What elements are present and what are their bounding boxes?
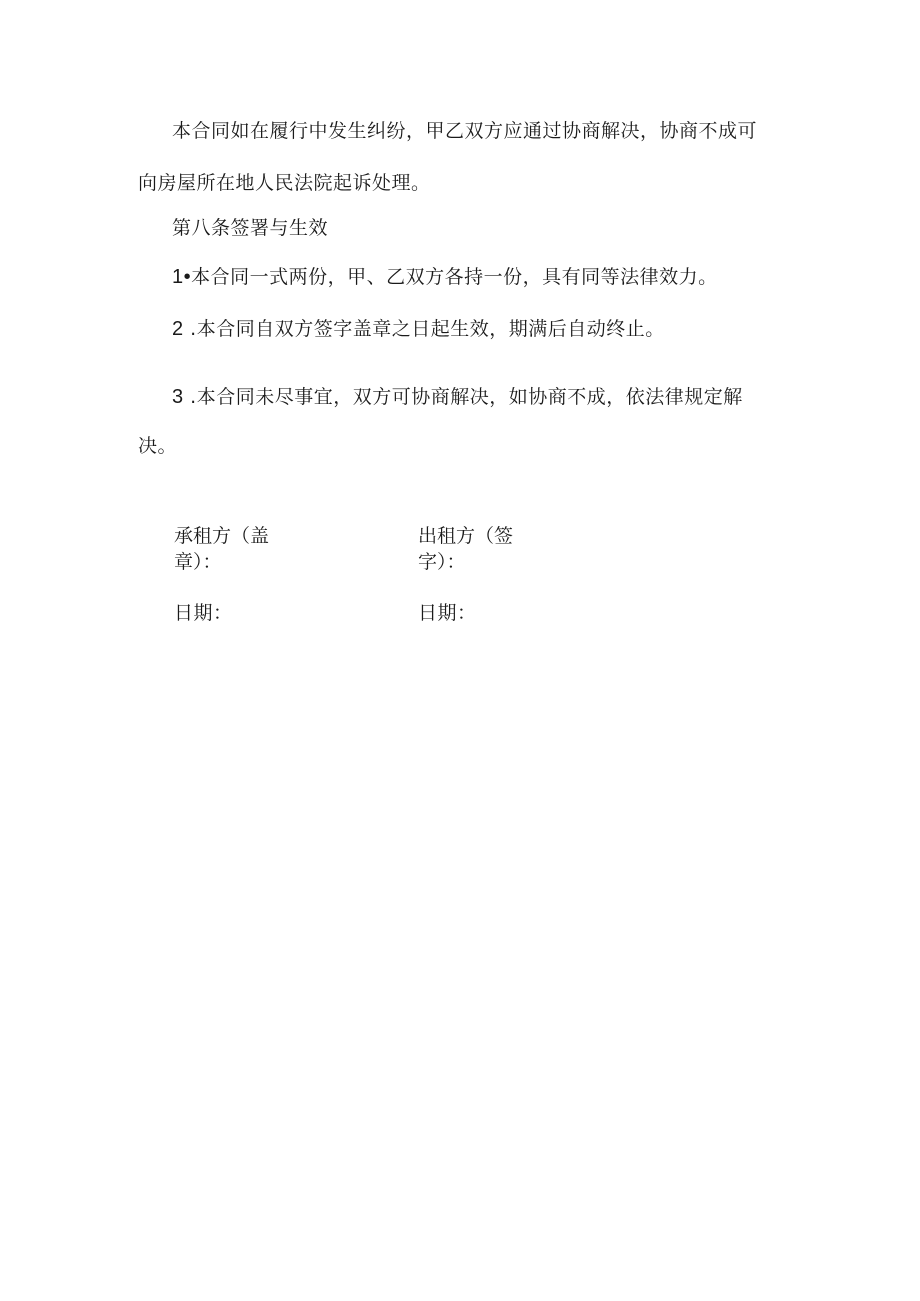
landlord-signature-label [418, 523, 538, 575]
tenant-date-label: 日期： [174, 602, 233, 624]
landlord-label-line-2: 字）： [418, 551, 466, 573]
clause-2-number: 2 [172, 318, 184, 340]
clause-1 [172, 265, 718, 289]
clause-1-text: 本合同一式两份，甲、乙双方各持一份，具有同等法律效力。 [191, 266, 718, 288]
dispute-paragraph-line-1: 本合同如在履行中发生纠纷，甲乙双方应通过协商解决，协商不成可 [172, 120, 758, 142]
clause-3-number: 3 [172, 386, 184, 408]
clause-2-text: .本合同自双方签字盖章之日起生效，期满后自动终止。 [183, 318, 665, 340]
clause-1-number: 1• [172, 266, 192, 288]
clause-3-continuation: 决。 [138, 435, 178, 457]
landlord-date-label: 日期： [418, 602, 477, 624]
clause-3-text: .本合同未尽事宜，双方可协商解决，如协商不成，依法律规定解 [183, 386, 743, 408]
landlord-label-line-1: 出租方（签 [418, 525, 514, 547]
tenant-label-line-1: 承租方（盖 [174, 525, 270, 547]
tenant-label-line-2: 章）： [174, 551, 222, 573]
clause-2 [172, 317, 665, 341]
article-8-title: 第八条签署与生效 [172, 217, 329, 239]
clause-3 [172, 385, 743, 409]
tenant-signature-label [174, 523, 294, 575]
dispute-paragraph-line-2: 向房屋所在地人民法院起诉处理。 [138, 172, 431, 194]
